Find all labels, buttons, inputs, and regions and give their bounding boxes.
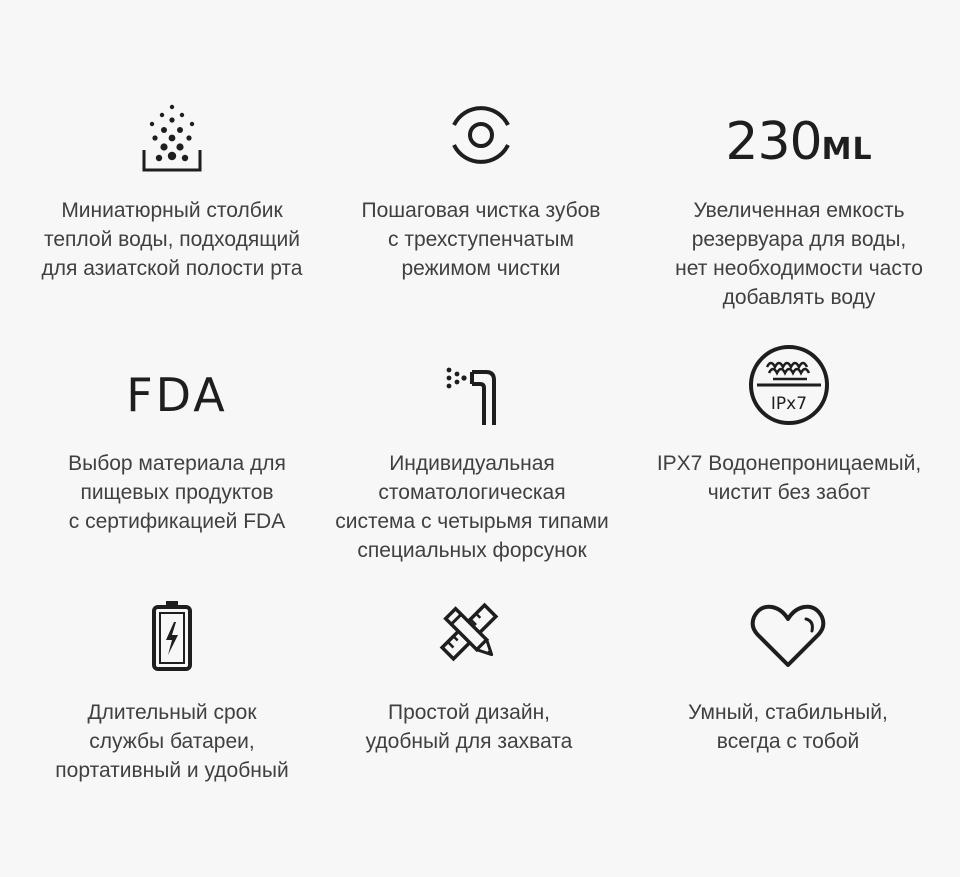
ipx7-label: IPx7 (770, 394, 808, 414)
water-column-icon (12, 95, 332, 185)
nozzle-icon (312, 345, 632, 435)
caption-line: теплой воды, подходящий (43, 228, 300, 251)
battery-icon (12, 590, 332, 680)
caption-line: Пошаговая чистка зубов (361, 199, 601, 222)
feature-caption (12, 196, 332, 283)
caption-line: система с четырьмя типами (335, 510, 609, 533)
caption-line: удобный для захвата (365, 730, 573, 753)
caption-line: Длительный срок (87, 701, 257, 724)
caption-line: портативный и удобный (55, 759, 289, 782)
caption-line: всегда с тобой (716, 730, 860, 753)
caption-line: Увеличенная емкость (693, 199, 905, 222)
feature-caption (312, 449, 632, 565)
cleaning-mode-icon (321, 90, 641, 180)
caption-line: пищевых продуктов (80, 481, 274, 504)
fda-icon (17, 350, 337, 440)
capacity-value: 230 (725, 112, 822, 172)
caption-line: добавлять воду (722, 286, 876, 309)
caption-line: Миниатюрный столбик (61, 199, 283, 222)
caption-line: нет необходимости часто (675, 257, 923, 280)
caption-line: IPX7 Водонепроницаемый, (656, 452, 922, 475)
feature-caption (321, 196, 641, 283)
capacity-icon (639, 95, 959, 185)
caption-line: режимом чистки (401, 257, 561, 280)
capacity-unit: ML (821, 132, 873, 167)
caption-line: Индивидуальная (389, 452, 555, 475)
feature-caption (628, 698, 948, 756)
feature-caption (309, 698, 629, 756)
caption-line: чистит без забот (707, 481, 871, 504)
heart-icon (628, 590, 948, 680)
caption-line: Выбор материала для (68, 452, 286, 475)
feature-caption (17, 449, 337, 536)
feature-caption (639, 196, 959, 312)
feature-caption (12, 698, 332, 785)
ipx7-icon (629, 340, 949, 430)
design-tools-icon (309, 587, 629, 677)
feature-caption (629, 449, 949, 507)
caption-line: службы батареи, (89, 730, 255, 753)
caption-line: специальных форсунок (357, 539, 587, 562)
caption-line: с сертификацией FDA (68, 510, 286, 533)
caption-line: резервуара для воды, (691, 228, 907, 251)
caption-line: для азиатской полости рта (41, 257, 303, 280)
caption-line: Умный, стабильный, (688, 701, 888, 724)
caption-line: с трехступенчатым (388, 228, 574, 251)
caption-line: Простой дизайн, (387, 701, 551, 724)
caption-line: стоматологическая (378, 481, 566, 504)
fda-label: FDA (126, 368, 228, 422)
